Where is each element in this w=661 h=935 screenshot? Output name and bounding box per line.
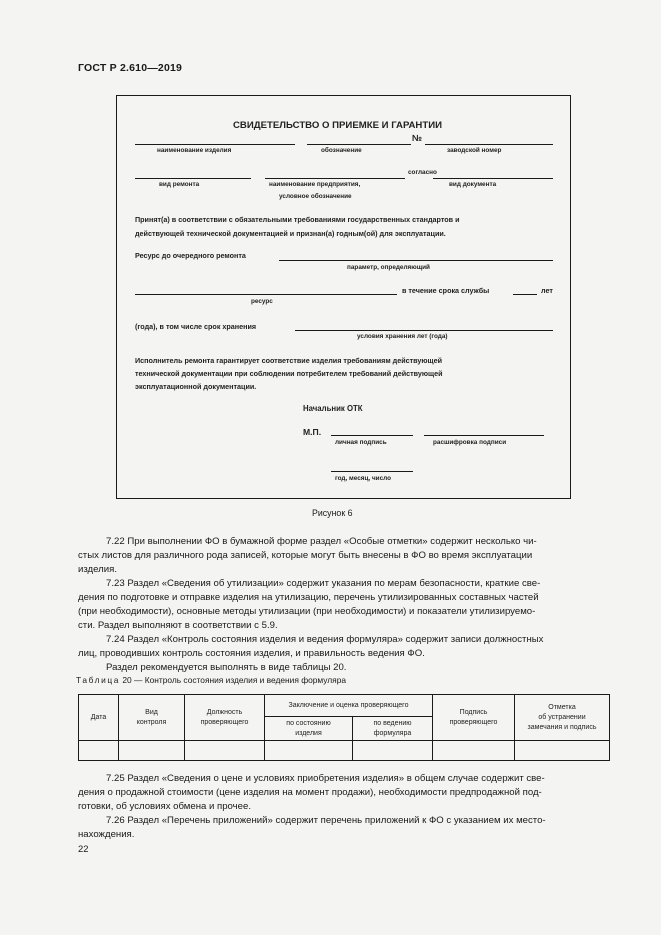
- label-doc-type: вид документа: [449, 181, 497, 188]
- storage-text: (года), в том числе срок хранения: [135, 322, 257, 331]
- col-signature-line-2: проверяющего: [449, 718, 498, 726]
- col-signature-header: [433, 695, 515, 741]
- label-storage: условия хранения лет (года): [357, 333, 448, 340]
- col-position-header: [185, 695, 265, 741]
- service-life-text: в течение срока службы: [402, 286, 490, 295]
- paragraph-7-25-line-3: готовки, об условиях обмена и прочее.: [78, 801, 252, 812]
- storage-line: [295, 330, 553, 331]
- serial-line: [425, 144, 553, 145]
- paragraph-7-24-line-1: 7.24 Раздел «Контроль состояния изделия и ведения формуляра» содержит записи должностных: [106, 634, 544, 645]
- paragraph-7-22-line-2: стых листов для различного рода записей, которые могут быть внесены в ФО во время эксплуатации: [78, 550, 533, 561]
- label-enterprise-1: наименование предприятия,: [269, 181, 361, 188]
- subcol-form-keeping-line-2: формуляра: [373, 729, 412, 737]
- signature-decode-line: [424, 435, 544, 436]
- guarantee-text-line-2: технической документации при соблюдении потребителем требований действующей: [135, 369, 443, 378]
- designation-line: [307, 144, 411, 145]
- col-signature-line-1: Подпись: [459, 708, 488, 716]
- paragraph-7-23-line-4: сти. Раздел выполняют в соответствии с 5.9.: [78, 620, 278, 631]
- guarantee-text-line-1: Исполнитель ремонта гарантирует соответствие изделия требованиям действующей: [135, 356, 443, 365]
- table-cell: [119, 741, 185, 761]
- document-header-code: ГОСТ Р 2.610—2019: [78, 62, 183, 74]
- date-line: [331, 471, 413, 472]
- page-number: 22: [78, 843, 89, 854]
- table-caption-prefix: Таблица: [76, 675, 121, 685]
- subcol-product-state-line-1: по состоянию: [286, 719, 331, 727]
- subcol-product-state-line-2: изделия: [295, 729, 322, 737]
- label-enterprise-2: условное обозначение: [279, 193, 352, 200]
- signature-line: [331, 435, 413, 436]
- paragraph-7-26-line-2: нахождения.: [78, 829, 135, 840]
- col-position-line-2: проверяющего: [200, 718, 249, 726]
- col-control-type-line-2: контроля: [136, 718, 167, 726]
- table-cell: [185, 741, 265, 761]
- label-parameter: параметр, определяющий: [347, 264, 430, 271]
- accepted-text-line-1: Принят(а) в соответствии с обязательными требованиями государственных стандартов и: [135, 215, 460, 224]
- col-mark-header: [515, 695, 610, 741]
- subcol-form-keeping-header: [353, 717, 433, 741]
- table-cell: [515, 741, 610, 761]
- col-control-type-header: [119, 695, 185, 741]
- label-product-name: наименование изделия: [157, 147, 232, 154]
- years-line: [513, 294, 537, 295]
- paragraph-7-23-line-3: (при необходимости), основные методы утилизации (при необходимости) и показатели утилизируемо-: [78, 606, 536, 617]
- years-word: лет: [541, 286, 553, 295]
- paragraph-7-22-line-3: изделия.: [78, 564, 117, 575]
- certificate-form-box: [116, 95, 571, 499]
- table-cell: [79, 741, 119, 761]
- label-signature: личная подпись: [335, 439, 387, 446]
- head-otk: Начальник ОТК: [303, 404, 363, 413]
- paragraph-7-26-line-1: 7.26 Раздел «Перечень приложений» содержит перечень приложений к ФО с указанием их место-: [106, 815, 546, 826]
- label-repair-type: вид ремонта: [159, 181, 200, 188]
- enterprise-line: [265, 178, 405, 179]
- table-row: [79, 741, 610, 761]
- table-cell: [353, 741, 433, 761]
- resource-line: [279, 260, 553, 261]
- table-caption-text: 20 — Контроль состояния изделия и ведения формуляра: [120, 675, 347, 685]
- paragraph-7-25-line-1: 7.25 Раздел «Сведения о цене и условиях приобретения изделия» в общем случае содержит све-: [106, 773, 545, 784]
- subcol-form-keeping-line-1: по ведению: [373, 719, 412, 727]
- col-control-type-line-1: Вид: [145, 708, 158, 716]
- guarantee-text-line-3: эксплуатационной документации.: [135, 382, 257, 391]
- control-table: [78, 694, 610, 761]
- paragraph-7-24-line-3: Раздел рекомендуется выполнять в виде таблицы 20.: [106, 662, 347, 673]
- doc-type-line: [433, 178, 553, 179]
- col-position-line-1: Должность: [206, 708, 243, 716]
- resource-label: Ресурс до очередного ремонта: [135, 251, 246, 260]
- label-designation: обозначение: [321, 147, 362, 154]
- col-date-header: Дата: [79, 695, 119, 741]
- word-soglasno: согласно: [408, 169, 437, 176]
- label-serial-number: заводской номер: [447, 147, 502, 154]
- accepted-text-line-2: действующей технической документацией и признан(а) годным(ой) для эксплуатации.: [135, 229, 446, 238]
- form-title: СВИДЕТЕЛЬСТВО О ПРИЕМКЕ И ГАРАНТИИ: [233, 120, 443, 131]
- paragraph-7-24-line-2: лиц, проводивших контроль состояния изделия, и правильность ведения ФО.: [78, 648, 425, 659]
- col-mark-line-1: Отметка: [548, 703, 576, 711]
- subcol-product-state-header: [265, 717, 353, 741]
- col-conclusion-header: Заключение и оценка проверяющего: [265, 695, 433, 717]
- label-signature-decode: расшифровка подписи: [433, 439, 507, 446]
- table-caption: [76, 675, 346, 685]
- product-name-line: [135, 144, 295, 145]
- repair-type-line: [135, 178, 251, 179]
- label-resource: ресурс: [251, 298, 273, 305]
- figure-caption: Рисунок 6: [312, 508, 353, 518]
- col-mark-line-2: об устранении: [538, 713, 586, 721]
- paragraph-7-23-line-2: дения по подготовке и отправке изделия на утилизацию, перечень утилизированных составных частей: [78, 592, 539, 603]
- resource-value-line: [135, 294, 397, 295]
- label-date: год, месяц, число: [335, 475, 392, 482]
- seal-mp: М.П.: [303, 427, 322, 437]
- paragraph-7-23-line-1: 7.23 Раздел «Сведения об утилизации» содержит указания по мерам безопасности, краткие све-: [106, 578, 541, 589]
- col-mark-line-3: замечания и подпись: [527, 723, 597, 731]
- number-sign: №: [412, 133, 423, 143]
- table-cell: [265, 741, 353, 761]
- paragraph-7-25-line-2: дения о продажной стоимости (цене изделия на момент продажи), необходимости предпродажной под-: [78, 787, 542, 798]
- table-cell: [433, 741, 515, 761]
- paragraph-7-22-line-1: 7.22 При выполнении ФО в бумажной форме раздел «Особые отметки» содержит несколько чи-: [106, 536, 537, 547]
